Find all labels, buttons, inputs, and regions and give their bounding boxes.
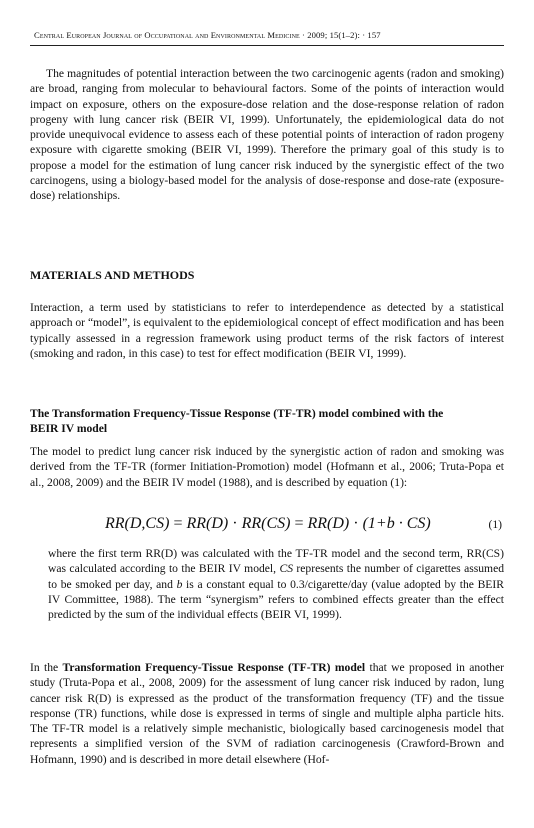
equation-number: (1) xyxy=(488,518,502,531)
subsection-heading: The Transformation Frequency-Tissue Response (TF-TR) model combined with the BEIR IV model xyxy=(30,407,444,436)
eq-lhs: RR(D,CS) xyxy=(105,515,170,532)
intro-paragraph: The magnitudes of potential interaction between the two carcinogenic agents (radon and smoking) are broad, ranging from molecular to behavioural factors. Some of the points of interaction would impact on exposure, others on the exposure-dose relation and the dose-response relation of radon progeny with lung cancer risk (BEIR VI, 1999). Unfortunately, the epidemiological data do not provide unequivocal evidence to assess each of these potential points of interaction of radon progeny exposure with cigarette smoking (BEIR VI, 1999). Therefore the primary goal of this study is to propose a model for the estimation of lung cancer risk induced by the synergistic effect of the two carcinogens, using a biology-based model for the analysis of dose-response and dose-rate (exposure-dose) relationships. xyxy=(30,67,504,203)
header-rule xyxy=(30,45,504,46)
where-text-3: is a constant equal to 0.3/cigarette/day (value adopted by the BEIR IV Committee, 1988). The term “synergism” refers to combined effects greater than the effect predicted by the sum of the individual effects (BEIR VI, 1999). xyxy=(48,577,504,622)
tftr-text-2: that we proposed in another study (Truta-Popa et al., 2008, 2009) for the assessment of lung cancer risk induced by radon, lung cancer risk R(D) is expressed as the product of the transformation frequency (TF) and the tissue response (TR) functions, while dose is expressed in terms of single and multiple alpha particle hits. The TF-TR model is a relatively simple mechanistic, biologically based carcinogenesis model that represents a simplified version of the SVM of radiation carcinogenesis (Crawford-Brown and Hofmann, 1990) and is described in more detail elsewhere (Hof- xyxy=(30,661,504,766)
eq-dot-2: · xyxy=(353,515,359,532)
tftr-paragraph xyxy=(30,660,504,767)
eq-factor: (1+b · CS) xyxy=(362,515,431,532)
running-head: Central European Journal of Occupational and Environmental Medicine · 2009; 15(1–2): · 157 xyxy=(34,30,381,40)
where-cs-symbol: CS xyxy=(279,562,293,576)
equation-1 xyxy=(30,515,504,537)
eq-term-rr-d-2: RR(D) xyxy=(307,515,350,532)
where-text-1: where the first term RR(D) was calculated with the TF-TR model and the second term, RR(CS) was calculated according to the BEIR IV model, xyxy=(48,547,504,576)
equation-expression xyxy=(105,515,431,533)
eq-term-rr-d: RR(D) xyxy=(186,515,229,532)
eq-equals: = xyxy=(173,515,183,532)
where-b-symbol: b xyxy=(176,577,183,591)
where-text-2: represents the number of cigarettes assumed to be smoked per day, and xyxy=(48,562,505,591)
methods-paragraph: Interaction, a term used by statisticians to refer to interdependence as detected by a statistical approach or “model”, is equivalent to the epidemiological concept of effect modification and has been typically assessed in a regression framework using product terms of the risk factors of interest (smoking and radon, in this case) to test for effect modification (BEIR VI, 1999). xyxy=(30,301,504,360)
tftr-text-1: In the xyxy=(30,661,63,674)
where-paragraph xyxy=(48,546,504,622)
tftr-model-name: Transformation Frequency-Tissue Response (TF-TR) model xyxy=(62,661,366,674)
section-heading: MATERIALS AND METHODS xyxy=(30,268,195,282)
eq-dot: · xyxy=(232,515,238,532)
eq-term-rr-cs: RR(CS) xyxy=(241,515,291,532)
eq-equals-2: = xyxy=(294,515,304,532)
model-paragraph: The model to predict lung cancer risk induced by the synergistic action of radon and smoking was derived from the TF-TR (former Initiation-Promotion) model (Hofmann et al., 2006; Truta-Popa et al., 2008, 2009) and the BEIR IV model (1988), and is described by equation (1): xyxy=(30,445,504,489)
